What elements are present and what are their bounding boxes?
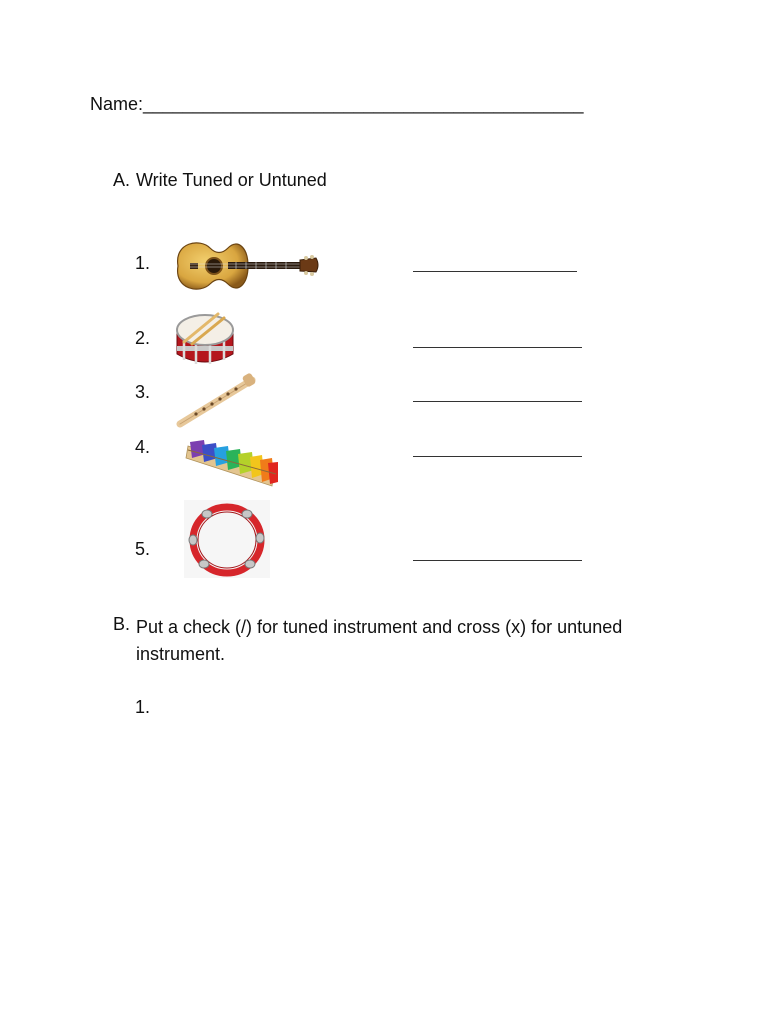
section-a-heading bbox=[113, 170, 327, 191]
answer-blank[interactable] bbox=[413, 347, 582, 348]
item-number: 1. bbox=[135, 697, 151, 717]
item-number: 2. bbox=[135, 328, 151, 348]
name-label: Name: bbox=[90, 94, 144, 114]
section-b-letter: B. bbox=[113, 614, 131, 634]
item-number: 1. bbox=[135, 253, 151, 273]
xylophone-icon bbox=[184, 436, 280, 490]
section-b-heading bbox=[113, 614, 673, 664]
answer-blank[interactable] bbox=[413, 560, 582, 561]
item-number: 3. bbox=[135, 382, 151, 402]
snare-drum-icon bbox=[172, 308, 238, 374]
answer-blank[interactable] bbox=[413, 456, 582, 457]
item-number: 4. bbox=[135, 437, 151, 457]
recorder-icon bbox=[174, 372, 258, 430]
name-line bbox=[90, 94, 584, 115]
item-number: 5. bbox=[135, 539, 151, 559]
answer-blank[interactable] bbox=[413, 271, 577, 272]
tambourine-icon bbox=[184, 500, 270, 578]
guitar-icon bbox=[170, 232, 320, 300]
section-a-letter: A. bbox=[113, 170, 131, 190]
answer-blank[interactable] bbox=[413, 401, 582, 402]
name-blank[interactable]: ____________________________________________ bbox=[143, 94, 584, 114]
section-b-title: Put a check (/) for tuned instrument and cross (x) for untuned instrument. bbox=[136, 617, 623, 664]
section-a-title: Write Tuned or Untuned bbox=[136, 170, 327, 190]
